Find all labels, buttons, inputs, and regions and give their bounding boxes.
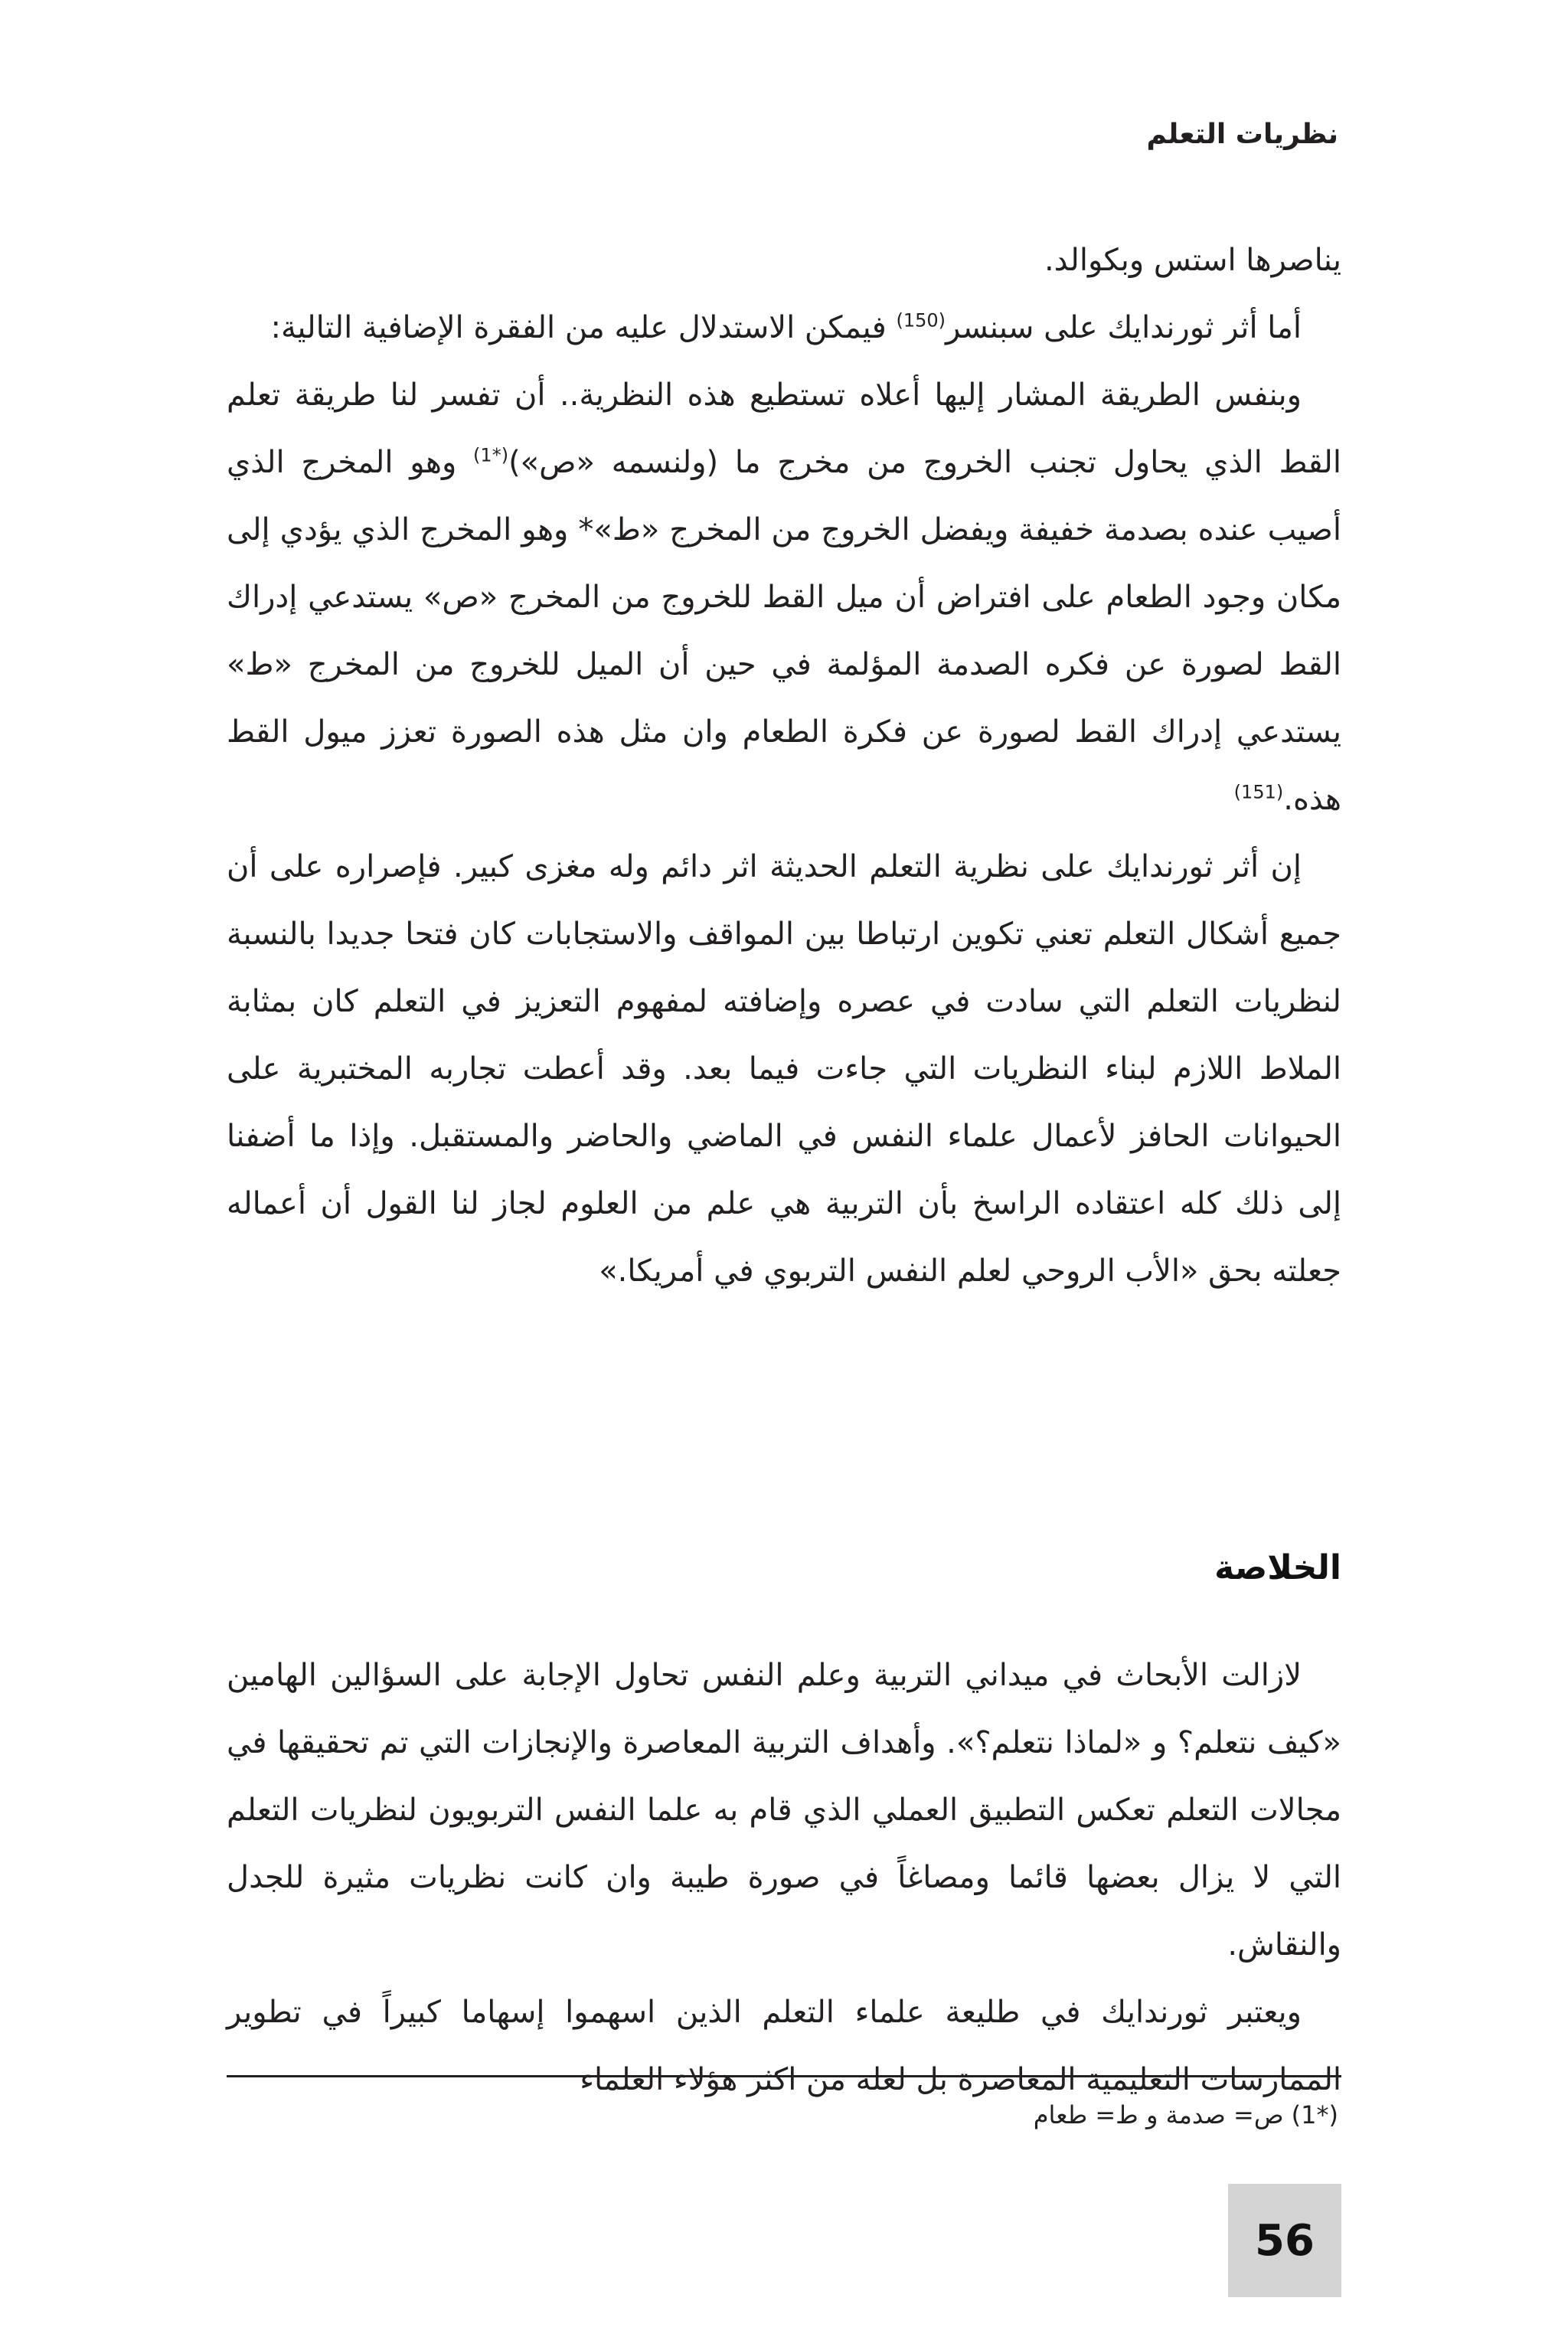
paragraph-5: لازالت الأبحاث في ميداني التربية وعلم النفس تحاول الإجابة على السؤالين الهامين «كيف نتعلم؟ و «لماذا نتعلم؟». وأهداف التربية المعاصرة والإنجازات التي تم تحقيقها في مجالات التعلم تعكس التطبيق العملي الذي قام به علما النفس التربويون لنظريات التعلم التي لا يزال بعضها قائما ومصاغاً في صورة طيبة وان كانت نظريات مثيرة للجدل والنقاش. [227,1658,1341,1963]
paragraph-2: أما أثر ثورندايك على سبنسر$^{(150)}$ فيمكن الاستدلال عليه من الفقرة الإضافية التالية: [270,309,1302,345]
footnote-ref-star-1: (*1) [473,444,509,466]
paragraph-3: وبنفس الطريقة المشار إليها أعلاه تستطيع هذه النظرية.. أن تفسر لنا طريقة تعلم القط الذي يحاول تجنب الخروج من مخرج ما (ولنسمه «ص»)$^{(*1)}$ وهو المخرج الذي أصيب عنده بصدمة خفيفة ويفضل الخروج من المخرج «ط»* وهو المخرج الذي يؤدي إلى مكان وجود الطعام على افتراض أن ميل القط للخروج من المخرج «ص» يستدعي إدراك القط لصورة عن فكره الصدمة المؤلمة في حين أن الميل للخروج من المخرج «ط» يستدعي إدراك القط لصورة عن فكرة الطعام وان مثل هذه الصورة تعزز ميول القط هذه.$^{(151)}$ [227,378,1341,817]
page-number-box [1228,2184,1341,2297]
paragraph-4: إن أثر ثورندايك على نظرية التعلم الحديثة اثر دائم وله مغزى كبير. فإصراره على أن جميع أشكال التعلم تعني تكوين ارتباطا بين المواقف والاستجابات كان فتحا جديدا بالنسبة لنظريات التعلم التي سادت في عصره وإضافته لمفهوم التعزيز في التعلم كان بمثابة الملاط اللازم لبناء النظريات التي جاءت فيما بعد. وقد أعطت تجاربه المختبرية على الحيوانات الحافز لأعمال علماء النفس في الماضي والحاضر والمستقبل. وإذا ما أضفنا إلى ذلك كله اعتقاده الراسخ بأن التربية هي علم من العلوم لجاز لنا القول أن أعماله جعلته بحق «الأب الروحي لعلم النفس التربوي في أمريكا.» [227,849,1341,1289]
footnote-divider [227,2075,1341,2077]
page-number: 56 [1255,2215,1315,2266]
footnote: (*1) ص= صدمة و ط= طعام [1033,2100,1338,2129]
paragraph-6: ويعتبر ثورندايك في طليعة علماء التعلم الذين اسهموا إسهاما كبيراً في تطوير الممارسات التعليمية المعاصرة بل لعله من اكثر هؤلاء العلماء [227,1995,1341,2097]
paragraph-1: يناصرها استس وبكوالد. [1044,243,1341,278]
endnote-ref-151: (151) [1233,781,1284,803]
endnote-ref-150: (150) [896,309,946,332]
running-header: نظريات التعلم [1146,119,1338,150]
body-text-upper [227,227,1341,1305]
section-heading-summary: الخلاصة [1214,1548,1341,1587]
body-text-lower [227,1642,1341,2113]
